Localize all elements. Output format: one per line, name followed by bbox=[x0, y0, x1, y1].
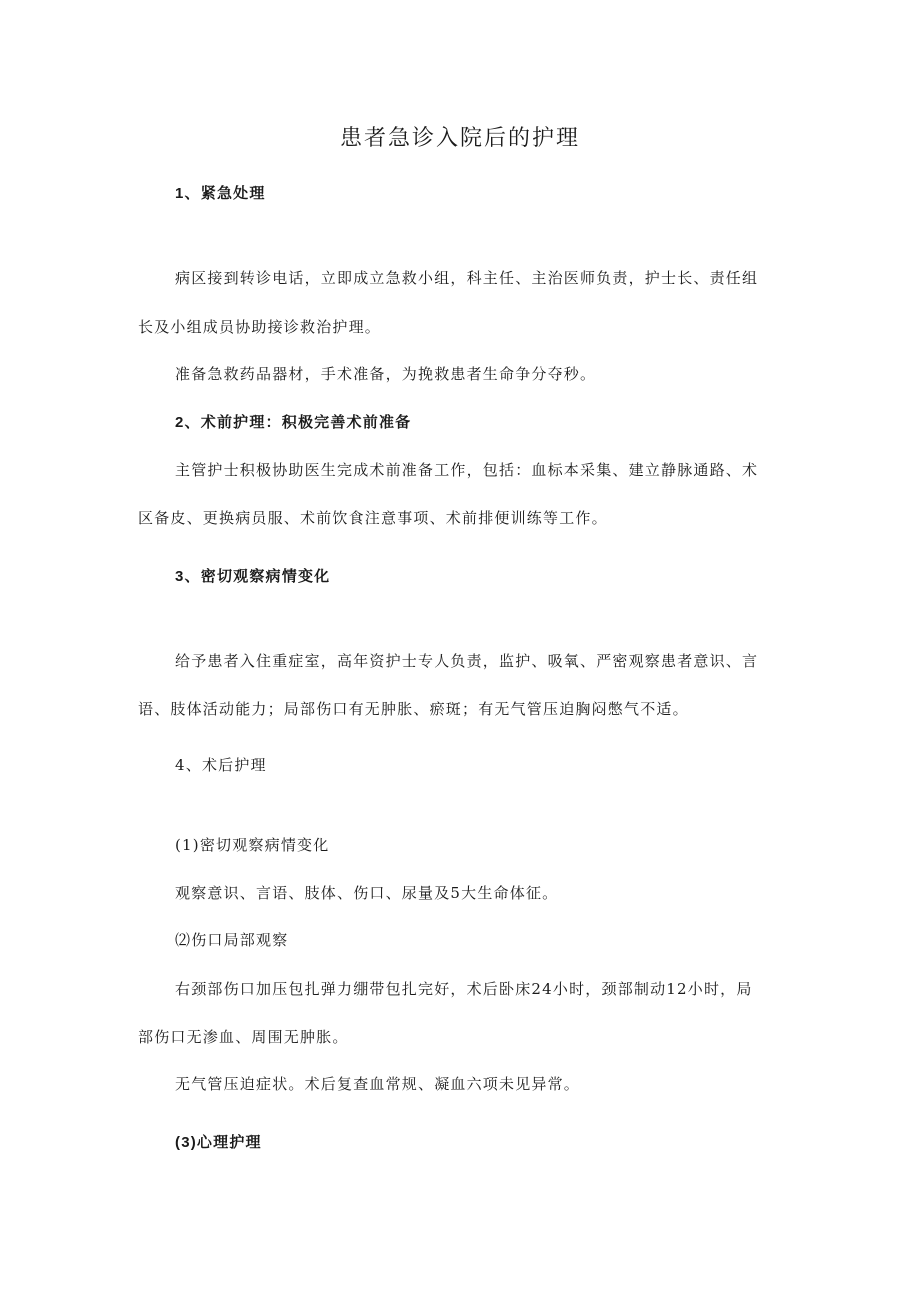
paragraph-line: 区备皮、更换病员服、术前饮食注意事项、术前排便训练等工作。 bbox=[138, 509, 608, 527]
subsection-heading: (1)密切观察病情变化 bbox=[175, 836, 330, 854]
paragraph-line: 主管护士积极协助医生完成术前准备工作，包括：血标本采集、建立静脉通路、术 bbox=[175, 461, 759, 479]
section-heading-1: 1、紧急处理 bbox=[175, 185, 266, 202]
paragraph-line: 语、肢体活动能力；局部伤口有无肿胀、瘀斑；有无气管压迫胸闷憋气不适。 bbox=[138, 700, 689, 718]
paragraph-line: 给予患者入住重症室，高年资护士专人负责，监护、吸氧、严密观察患者意识、言 bbox=[175, 652, 759, 670]
paragraph-line: 部伤口无渗血、周围无肿胀。 bbox=[138, 1028, 349, 1046]
paragraph-line: 准备急救药品器材，手术准备，为挽救患者生命争分夺秒。 bbox=[175, 365, 597, 383]
paragraph-line: 观察意识、言语、肢体、伤口、尿量及5大生命体征。 bbox=[175, 884, 559, 902]
paragraph-line: 长及小组成员协助接诊救治护理。 bbox=[138, 318, 382, 336]
section-heading-2: 2、术前护理：积极完善术前准备 bbox=[175, 414, 412, 431]
paragraph-line: 右颈部伤口加压包扎弹力绷带包扎完好，术后卧床24小时，颈部制动12小时，局 bbox=[175, 980, 753, 998]
page-title: 患者急诊入院后的护理 bbox=[339, 126, 580, 151]
section-heading-3: 3、密切观察病情变化 bbox=[175, 568, 331, 585]
paragraph-line: 无气管压迫症状。术后复查血常规、凝血六项未见异常。 bbox=[175, 1075, 581, 1093]
subsection-heading: ⑵伤口局部观察 bbox=[175, 931, 289, 949]
section-heading-4: 4、术后护理 bbox=[175, 756, 267, 774]
paragraph-line: 病区接到转诊电话，立即成立急救小组，科主任、主治医师负责，护士长、责任组 bbox=[175, 269, 759, 287]
subsection-heading: (3)心理护理 bbox=[175, 1134, 262, 1151]
